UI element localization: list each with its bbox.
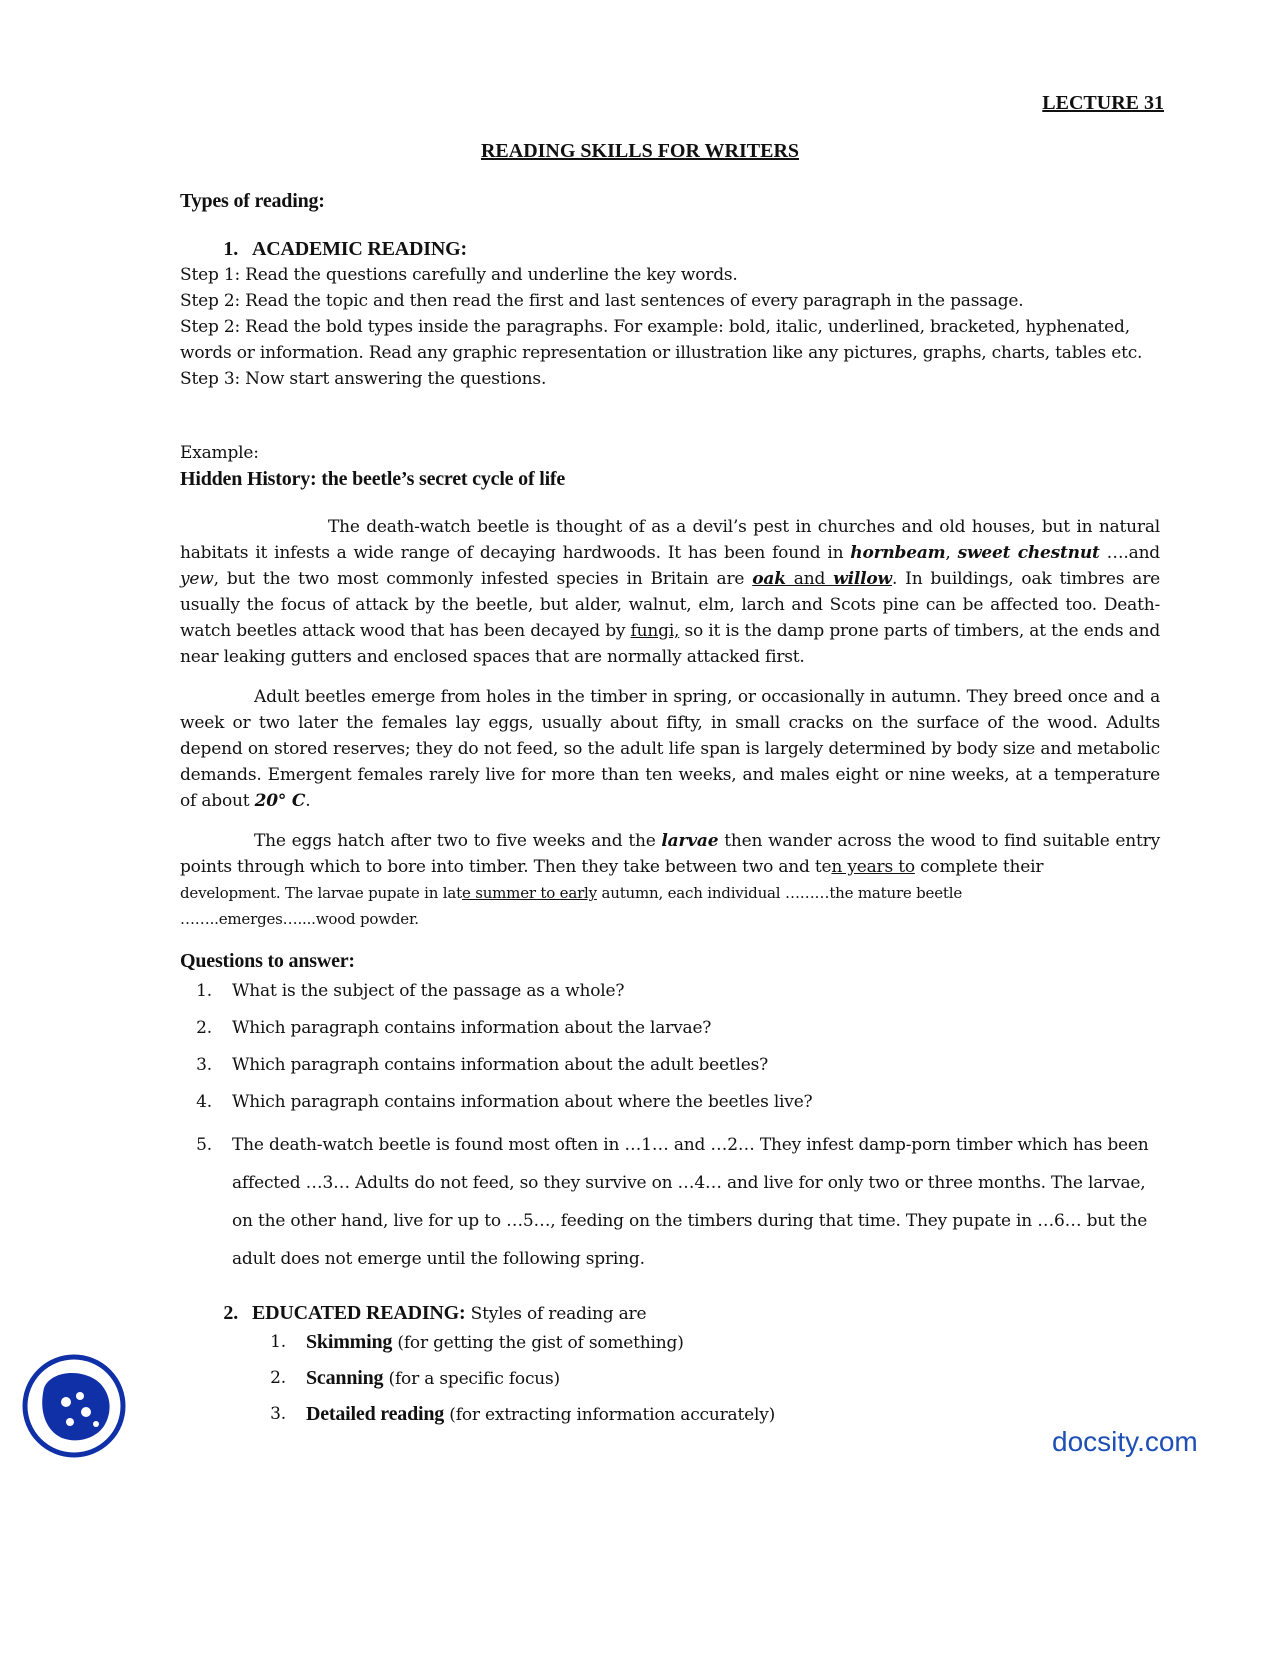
example-title: Hidden History: the beetle’s secret cycle of life (180, 468, 566, 490)
sweet-chestnut-term: sweet chestnut (957, 543, 1100, 563)
document-body (180, 188, 1160, 1437)
step-1: Step 1: Read the questions carefully and underline the key words. (180, 265, 738, 285)
style-item: 3. Detailed reading (for extracting information accurately) (270, 1403, 776, 1425)
reading-styles-list (180, 1329, 1160, 1428)
question-item: 4. Which paragraph contains information about where the beetles live? (196, 1092, 813, 1112)
academic-number: 1. (223, 238, 238, 260)
fungi-term: fungi, (630, 621, 680, 641)
question-item: 2. Which paragraph contains information about the larvae? (196, 1018, 712, 1038)
academic-heading (180, 236, 1160, 262)
step-2: Step 2: Read the topic and then read the first and last sentences of every paragraph in the passage. (180, 291, 1024, 311)
paragraph-1: The death-watch beetle is thought of as a devil’s pest in churches and old houses, but in natural habitats it infests a wide range of decaying hardwoods. It has been found in hornbeam, sweet chestnut ….and yew, but the two most commonly infested species in Britain are oak and willow. In buildings, oak timbres are usually the focus of attack by the beetle, but alder, walnut, elm, larch and Scots pine can be affected too. Death-watch beetles attack wood that has been decayed by fungi, so it is the damp prone parts of timbers, at the ends and near leaking gutters and enclosed spaces that are normally attacked first. (180, 517, 1160, 667)
step-2b: Step 2: Read the bold types inside the paragraphs. For example: bold, italic, underlined, bracketed, hyphenated, words or information. Read any graphic representation or illustration like any pictures, graphs, charts, tables etc. (180, 317, 1143, 363)
academic-title: ACADEMIC READING: (252, 238, 467, 260)
page-title: READING SKILLS FOR WRITERS (480, 140, 800, 162)
question-item: 5. The death-watch beetle is found most often in …1… and …2… They infest damp-porn timber which has been affected …3… Adults do not feed, so they survive on …4… and live for only two or three months. The larvae, on the other hand, live for up to …5…, feeding on the timbers during that time. They pupate in …6… but the adult does not emerge until the following spring. (196, 1135, 1149, 1269)
yew-term: yew (180, 569, 214, 589)
style-item: 1. Skimming (for getting the gist of something) (270, 1331, 684, 1353)
educated-number: 2. (223, 1302, 238, 1324)
paragraph-3: The eggs hatch after two to five weeks and the larvae then wander across the wood to find suitable entry points through which to bore into timber. Then they take between two and ten years to complete their development. The larvae pupate in late summer to early autumn, each individual ………the mature beetle ……..emerges…....wood powder. (180, 831, 1160, 928)
style-item: 2. Scanning (for a specific focus) (270, 1367, 560, 1389)
example-label: Example: (180, 443, 259, 463)
question-item: 3. Which paragraph contains information about the adult beetles? (196, 1055, 769, 1075)
docsity-logo-icon[interactable] (20, 1352, 128, 1460)
educated-title: EDUCATED READING: (252, 1302, 466, 1324)
questions-list (180, 978, 1160, 1278)
question-item: 1. What is the subject of the passage as a whole? (196, 981, 625, 1001)
types-heading: Types of reading: (180, 190, 325, 212)
hornbeam-term: hornbeam (850, 543, 946, 563)
academic-steps (180, 262, 1160, 392)
educated-intro: Styles of reading are (465, 1304, 647, 1324)
questions-heading: Questions to answer: (180, 950, 355, 972)
willow-term: willow (833, 569, 892, 589)
lecture-number: LECTURE 31 (1042, 92, 1164, 114)
step-3: Step 3: Now start answering the questions. (180, 369, 547, 389)
educated-heading (180, 1300, 1160, 1327)
docsity-brand-link[interactable]: docsity.com (1052, 1426, 1198, 1457)
paragraph-2: Adult beetles emerge from holes in the timber in spring, or occasionally in autumn. They breed once and a week or two later the females lay eggs, usually about fifty, in small cracks on the surface of the wood. Adults depend on stored reserves; they do not feed, so the adult life span is largely determined by body size and metabolic demands. Emergent females rarely live for more than ten weeks, and males eight or nine weeks, at a temperature of about 20° C. (180, 687, 1160, 811)
temperature-value: 20° C (254, 791, 306, 811)
larvae-term: larvae (661, 831, 719, 851)
oak-term: oak (752, 569, 786, 589)
